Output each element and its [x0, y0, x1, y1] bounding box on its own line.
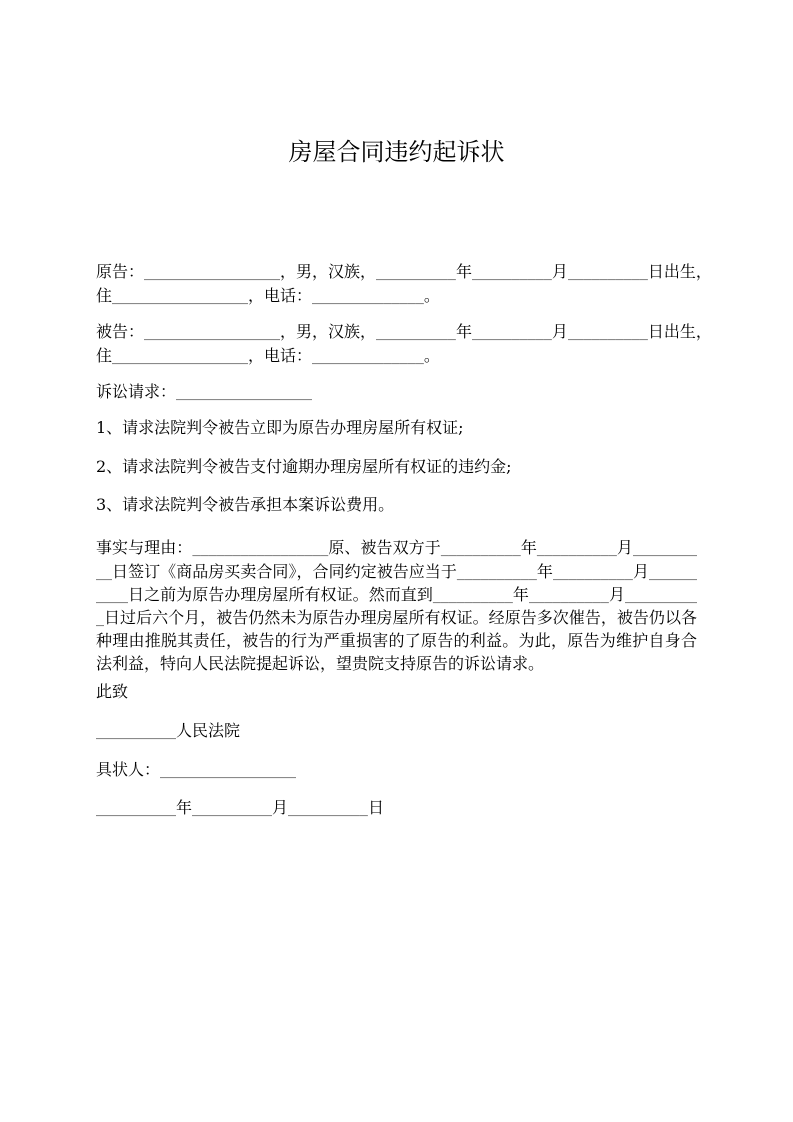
plaintiff-birth-day-blank: __________ — [567, 266, 648, 281]
plaintiff-phone-label: ，电话： — [247, 286, 312, 305]
until-day-blank: _ — [96, 612, 104, 627]
month-unit: 月 — [551, 322, 568, 341]
month-unit: 月 — [271, 798, 288, 817]
plaintiff-phone-blank: ______________ — [311, 290, 424, 305]
plaintiff-gender-ethnicity: ，男，汉族， — [279, 262, 376, 281]
sign-day-blank: __ — [96, 566, 112, 581]
facts-text: 原、被告双方于 — [328, 538, 441, 557]
facts-line-2 — [96, 560, 697, 584]
defendant-birth-year-blank: __________ — [375, 326, 456, 341]
claim-item-3: 3、请求法院判令被告承担本案诉讼费用。 — [96, 495, 395, 514]
defendant-label: 被告： — [96, 322, 145, 341]
defendant-gender-ethnicity: ，男，汉族， — [279, 322, 376, 341]
year-unit: 年 — [512, 585, 529, 604]
defendant-line-1 — [96, 320, 712, 344]
defendant-birth-month-blank: __________ — [471, 326, 552, 341]
day-unit: 日 — [367, 798, 384, 817]
signer-line — [96, 758, 697, 782]
claims-heading — [96, 380, 697, 404]
claims-label: 诉讼请求： — [96, 382, 177, 401]
year-unit: 年 — [536, 562, 553, 581]
until-month-blank: __________ — [528, 589, 609, 604]
sign-year-blank: __________ — [440, 542, 521, 557]
signer-blank: _________________ — [160, 764, 296, 779]
defendant-name-blank: _________________ — [144, 326, 280, 341]
month-unit: 月 — [616, 538, 633, 557]
facts-label: 事实与理由： — [96, 538, 193, 557]
defendant-birth-day-blank: __________ — [567, 326, 648, 341]
plaintiff-end-mark: 。 — [423, 286, 440, 305]
plaintiff-name-blank: _________________ — [144, 266, 280, 281]
sign-day-blank: ________ — [633, 542, 697, 557]
year-unit: 年 — [455, 262, 472, 281]
defendant-address-blank: _________________ — [112, 350, 248, 365]
date-line — [96, 796, 697, 820]
year-unit: 年 — [175, 798, 192, 817]
plaintiff-line-2 — [96, 284, 697, 308]
facts-text: 日过后六个月，被告仍然未为原告办理房屋所有权证。经原告多次催告，被告仍以各 — [104, 608, 697, 627]
facts-line-5 — [96, 629, 697, 653]
facts-line-1 — [96, 536, 697, 560]
closing-salutation: 此致 — [96, 682, 129, 701]
claim-item-2: 2、请求法院判令被告支付逾期办理房屋所有权证的违约金; — [96, 457, 512, 476]
plaintiff-birth-year-blank: __________ — [375, 266, 456, 281]
plaintiff-line-1 — [96, 260, 712, 284]
month-unit: 月 — [551, 262, 568, 281]
defendant-phone-blank: ______________ — [311, 350, 424, 365]
facts-line-6 — [96, 652, 697, 676]
until-day-blank: _________ — [625, 589, 697, 604]
date-day-blank: __________ — [287, 802, 368, 817]
defendant-birth-suffix: 日出生， — [647, 322, 712, 341]
court-suffix: 人民法院 — [175, 721, 240, 740]
defendant-phone-label: ，电话： — [247, 346, 312, 365]
date-year-blank: __________ — [96, 802, 176, 817]
signer-label: 具状人： — [96, 760, 161, 779]
month-unit: 月 — [608, 585, 625, 604]
claims-blank: _________________ — [176, 386, 312, 401]
date-month-blank: __________ — [191, 802, 272, 817]
facts-reason-blank: _________________ — [192, 542, 329, 557]
year-unit: 年 — [520, 538, 537, 557]
document-title: 房屋合同违约起诉状 — [288, 138, 505, 166]
due-day-blank: ____ — [96, 589, 128, 604]
facts-text: 种理由推脱其责任，被告的行为严重损害的了原告的利益。为此，原告为维护自身合 — [96, 631, 697, 650]
facts-text: 日签订《商品房买卖合同》，合同约定被告应当于 — [112, 562, 457, 581]
until-year-blank: __________ — [432, 589, 513, 604]
plaintiff-birth-month-blank: __________ — [471, 266, 552, 281]
facts-text: 日之前为原告办理房屋所有权证。然而直到 — [127, 585, 433, 604]
due-day-blank: ______ — [648, 566, 697, 581]
due-year-blank: __________ — [456, 566, 537, 581]
defendant-end-mark: 。 — [423, 346, 440, 365]
facts-text: 法利益，特向人民法院提起诉讼，望贵院支持原告的诉讼请求。 — [96, 654, 545, 673]
defendant-line-2 — [96, 344, 697, 368]
sign-month-blank: __________ — [536, 542, 617, 557]
court-line — [96, 719, 697, 743]
plaintiff-address-blank: _________________ — [112, 290, 248, 305]
claim-item-1: 1、请求法院判令被告立即为原告办理房屋所有权证; — [96, 418, 464, 437]
plaintiff-label: 原告： — [96, 262, 145, 281]
facts-line-4 — [96, 606, 697, 630]
plaintiff-address-label: 住 — [96, 286, 113, 305]
due-month-blank: __________ — [552, 566, 633, 581]
facts-line-3 — [96, 583, 697, 607]
plaintiff-birth-suffix: 日出生， — [647, 262, 712, 281]
defendant-address-label: 住 — [96, 346, 113, 365]
year-unit: 年 — [455, 322, 472, 341]
month-unit: 月 — [632, 562, 649, 581]
court-blank: __________ — [96, 725, 176, 740]
